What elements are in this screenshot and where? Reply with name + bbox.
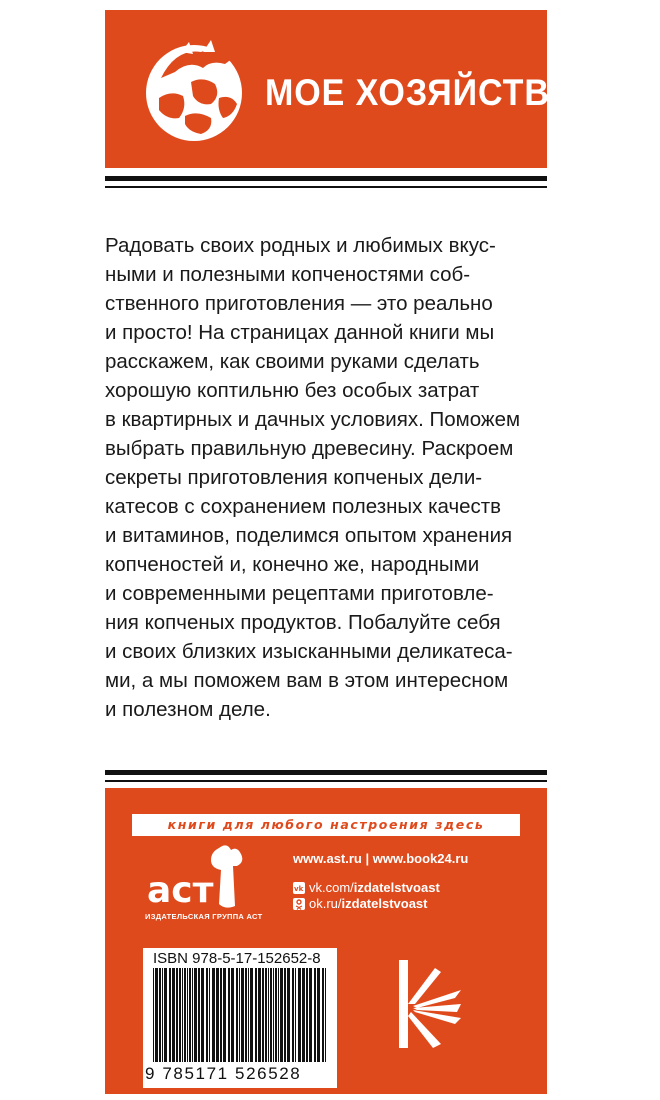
- barcode-bar: [169, 968, 171, 1062]
- top-divider-thin: [105, 186, 547, 188]
- vk-icon: [293, 882, 305, 894]
- series-banner: [105, 10, 577, 168]
- vk-handle: izdatelstvoast: [353, 880, 440, 895]
- barcode-bar: [255, 968, 257, 1062]
- barcode-bar: [206, 968, 208, 1062]
- description-line: и своих близких изысканными деликатеса-: [105, 640, 513, 663]
- barcode-bar: [223, 968, 226, 1062]
- barcode-bar: [239, 968, 240, 1062]
- isbn-label: ISBN 978-5-17-152652-8: [153, 950, 321, 967]
- barcode-bar: [184, 968, 186, 1062]
- vk-prefix: vk.com/: [309, 880, 354, 895]
- barcode-bar: [287, 968, 290, 1062]
- slogan-bar: книги для любого настроения здесь: [132, 814, 520, 836]
- barcode-bar: [201, 968, 204, 1062]
- barcode-bar: [248, 968, 249, 1062]
- description-line: ния копченых продуктов. Побалуйте себя: [105, 611, 501, 634]
- barcode-bar: [265, 968, 267, 1062]
- book-k-imprint-icon: [395, 958, 467, 1050]
- barcode-bar: [189, 968, 191, 1062]
- barcode-bar: [302, 968, 305, 1062]
- description-line: ми, а мы поможем вам в этом интересном: [105, 669, 509, 692]
- website-links[interactable]: www.ast.ru | www.book24.ru: [293, 851, 469, 866]
- barcode-bar: [306, 968, 308, 1062]
- description-line: ственного приготовления — это реально: [105, 292, 493, 315]
- description-line: расскажем, как своими руками сделать: [105, 350, 480, 373]
- barcode-bar: [209, 968, 210, 1062]
- description-line: и витаминов, поделимся опытом хранения: [105, 524, 513, 547]
- barcode-digits: 9 785171 526528: [145, 1064, 302, 1083]
- top-divider-thick: [105, 176, 547, 181]
- ast-logo-letters: аст: [147, 870, 214, 911]
- barcode-bar: [216, 968, 219, 1062]
- barcode-bar: [220, 968, 222, 1062]
- barcode-bar: [212, 968, 215, 1062]
- barcode-bar: [273, 968, 274, 1062]
- description-line: хорошую коптильню без особых затрат: [105, 379, 480, 402]
- barcode-bar: [325, 968, 326, 1062]
- barcode-bar: [182, 968, 183, 1062]
- barcode-bars: [151, 968, 329, 1062]
- barcode-bar: [241, 968, 244, 1062]
- ok-icon: [293, 898, 305, 910]
- barcode-bar: [172, 968, 175, 1062]
- isbn-barcode: [143, 948, 337, 1088]
- barcode-bar: [231, 968, 234, 1062]
- barcode-bar: [153, 968, 154, 1062]
- barcode-bar: [262, 968, 264, 1062]
- barcode-bar: [179, 968, 181, 1062]
- farm-animals-emblem-icon: [141, 38, 247, 144]
- barcode-bar: [280, 968, 283, 1062]
- barcode-bar: [258, 968, 261, 1062]
- barcode-bar: [187, 968, 188, 1062]
- barcode-bar: [295, 968, 296, 1062]
- description-line: копченостей и, конечно же, народными: [105, 553, 480, 576]
- barcode-bar: [176, 968, 178, 1062]
- vk-link[interactable]: [293, 880, 440, 895]
- book-description: [105, 231, 547, 724]
- barcode-bar: [198, 968, 200, 1062]
- bottom-divider-thick: [105, 770, 547, 775]
- barcode-bar: [250, 968, 253, 1062]
- barcode-bar: [270, 968, 272, 1062]
- ok-handle: izdatelstvoast: [341, 896, 428, 911]
- barcode-bar: [278, 968, 279, 1062]
- barcode-bar: [314, 968, 316, 1062]
- barcode-bar: [159, 968, 161, 1062]
- description-line: и просто! На страницах данной книги мы: [105, 321, 495, 344]
- barcode-bar: [268, 968, 269, 1062]
- barcode-bar: [192, 968, 193, 1062]
- description-line: выбрать правильную древесину. Раскроем: [105, 437, 514, 460]
- barcode-bar: [275, 968, 277, 1062]
- description-line: и полезном деле.: [105, 698, 271, 721]
- barcode-bar: [236, 968, 238, 1062]
- barcode-bar: [245, 968, 247, 1062]
- description-line: катесов с сохранением полезных качеств: [105, 495, 502, 518]
- barcode-bar: [155, 968, 158, 1062]
- barcode-bar: [317, 968, 320, 1062]
- description-line: Радовать своих родных и любимых вкус-: [105, 234, 496, 257]
- publisher-group-label: ИЗДАТЕЛЬСКАЯ ГРУППА АСТ: [145, 912, 263, 921]
- description-line: ными и полезными копченостями соб-: [105, 263, 471, 286]
- barcode-bar: [309, 968, 312, 1062]
- series-title: МОЕ ХОЗЯЙСТВО: [265, 72, 577, 113]
- barcode-bar: [228, 968, 230, 1062]
- publisher-panel: [105, 788, 547, 1094]
- barcode-bar: [322, 968, 324, 1062]
- barcode-bar: [298, 968, 301, 1062]
- svg-text:vk: vk: [294, 884, 304, 893]
- barcode-bar: [292, 968, 294, 1062]
- description-line: в квартирных и дачных условиях. Поможем: [105, 408, 521, 431]
- bottom-divider-thin: [105, 780, 547, 782]
- barcode-bar: [194, 968, 197, 1062]
- barcode-bar: [162, 968, 163, 1062]
- ok-prefix: ok.ru/: [309, 896, 342, 911]
- barcode-bar: [284, 968, 286, 1062]
- description-line: секреты приготовления копченых дели-: [105, 466, 483, 489]
- ok-link[interactable]: [293, 896, 428, 911]
- description-line: и современными рецептами приготовле-: [105, 582, 494, 605]
- barcode-bar: [164, 968, 167, 1062]
